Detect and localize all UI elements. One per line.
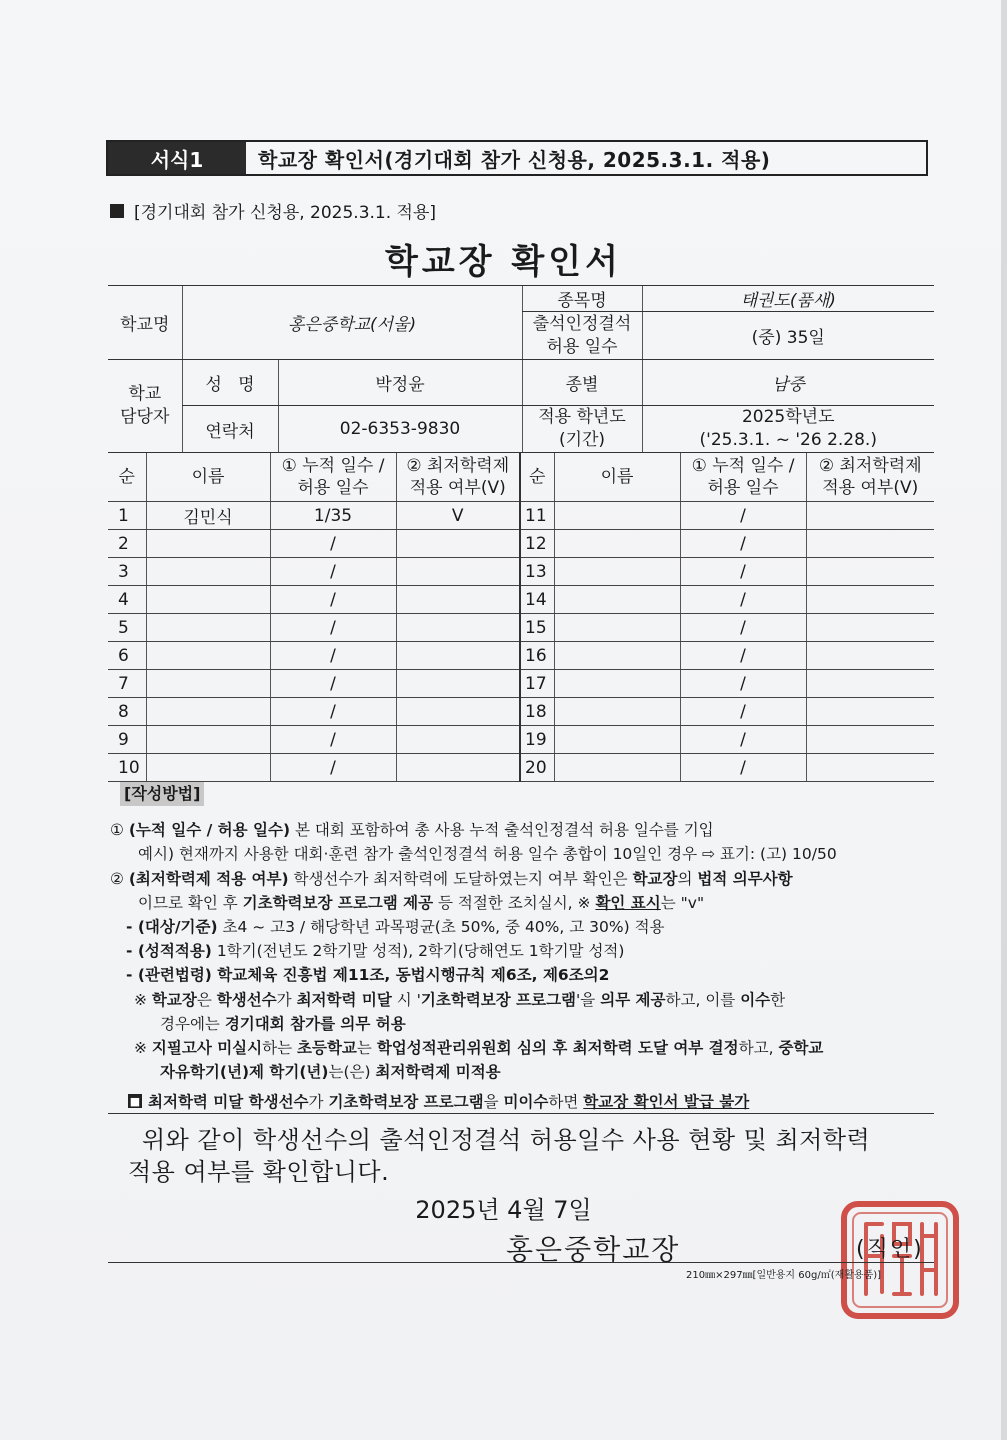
row-name xyxy=(554,726,680,754)
l3-bold: (최저학력제 적용 여부) xyxy=(128,869,289,888)
row-no: 17 xyxy=(520,670,554,698)
notice-e: 미이수 xyxy=(503,1093,549,1111)
l9-a: 경우에는 xyxy=(160,1014,225,1033)
event-value: 태권도(품새) xyxy=(642,286,934,312)
confirmation-line-1: 위와 같이 학생선수의 출석인정결석 허용일수 사용 현황 및 최저학력 xyxy=(142,1126,871,1154)
row-check xyxy=(806,530,934,558)
row-name xyxy=(146,726,270,754)
row-days: / xyxy=(680,558,806,586)
l10-e: 는 xyxy=(356,1039,377,1058)
row-no: 14 xyxy=(520,586,554,614)
row-no: 8 xyxy=(108,698,146,726)
row-no: 1 xyxy=(108,502,146,530)
l3-bold-d: 법적 의무사항 xyxy=(697,869,793,888)
row-check xyxy=(806,670,934,698)
row-no: 18 xyxy=(520,698,554,726)
table-row xyxy=(108,586,934,614)
header-days xyxy=(270,453,396,502)
row-name xyxy=(554,558,680,586)
l11-a: 자유학기(년)제 학기(년) xyxy=(160,1063,329,1082)
row-check xyxy=(396,530,520,558)
instruction-line-11 xyxy=(110,1060,940,1084)
row-no: 4 xyxy=(108,586,146,614)
l8-c: 은 xyxy=(196,990,217,1009)
l8-k: 하고, 이를 xyxy=(665,990,741,1009)
row-days: / xyxy=(680,530,806,558)
l5-bold: - (대상/기준) xyxy=(126,918,218,937)
year-value-1: 2025학년도 xyxy=(741,407,835,428)
row-no: 3 xyxy=(108,558,146,586)
row-no: 5 xyxy=(108,614,146,642)
row-name xyxy=(146,586,270,614)
row-no: 16 xyxy=(520,642,554,670)
contact-label: 연락처 xyxy=(182,406,278,453)
square-bullet-icon xyxy=(110,204,124,218)
table-row xyxy=(108,726,934,754)
table-row xyxy=(108,502,934,530)
gender-value: 남중 xyxy=(642,360,934,406)
row-days: / xyxy=(270,558,396,586)
l3-text-a: 학생선수가 최저학력에 도달하였는지 여부 확인은 xyxy=(288,869,633,888)
document-title: 학교장 확인서 xyxy=(385,242,622,282)
notice-a: 최저학력 미달 학생선수 xyxy=(148,1093,309,1111)
row-check xyxy=(806,642,934,670)
row-days: / xyxy=(680,670,806,698)
row-name xyxy=(554,642,680,670)
header-min-1: ② 최저학력제 xyxy=(406,455,510,476)
row-days: / xyxy=(270,642,396,670)
notice-box-icon: ■ xyxy=(129,1094,141,1108)
header-min-right xyxy=(806,453,934,502)
row-no: 2 xyxy=(108,530,146,558)
row-check xyxy=(806,754,934,782)
instructions xyxy=(110,782,940,1084)
confirmation-text xyxy=(128,1124,928,1188)
signer-name: 홍은중학교장 xyxy=(506,1233,681,1266)
notice-line xyxy=(128,1090,749,1112)
l7-bold: - (관련법령) 학교체육 진흥법 제11조, 동법시행규칙 제6조, 제6조의2 xyxy=(126,966,610,985)
l8-j: 의무 제공 xyxy=(600,990,666,1009)
school-name-value: 홍은중학교(서울) xyxy=(182,286,522,360)
row-no: 15 xyxy=(520,614,554,642)
notice-f: 하면 xyxy=(548,1093,584,1111)
row-check xyxy=(806,614,934,642)
l6-bold: - (성적적용) xyxy=(126,942,212,961)
row-days: / xyxy=(680,726,806,754)
row-name xyxy=(554,698,680,726)
row-days: / xyxy=(680,502,806,530)
seal-label: (직인) xyxy=(856,1237,924,1262)
allowance-label-1: 출석인정결석 xyxy=(532,313,632,334)
l8-b: 학교장 xyxy=(151,990,197,1009)
circle-num-1: ① xyxy=(110,821,124,840)
header-min-2: 적용 여부(V) xyxy=(409,478,506,498)
staff-label-1: 학교 xyxy=(128,384,162,405)
l10-d: 초등학교 xyxy=(297,1039,357,1058)
row-days: / xyxy=(680,586,806,614)
row-days: / xyxy=(680,614,806,642)
row-no: 13 xyxy=(520,558,554,586)
info-table xyxy=(108,285,934,453)
row-days: / xyxy=(680,642,806,670)
instruction-line-10 xyxy=(110,1036,940,1060)
row-days: / xyxy=(680,698,806,726)
staff-name-label: 성 명 xyxy=(182,360,278,406)
row-name xyxy=(554,754,680,782)
row-name xyxy=(146,614,270,642)
row-name xyxy=(554,586,680,614)
l8-d: 학생선수 xyxy=(216,990,277,1009)
row-name xyxy=(146,558,270,586)
allowance-label-2: 허용 일수 xyxy=(546,336,618,357)
row-no: 6 xyxy=(108,642,146,670)
l8-f: 최저학력 미달 xyxy=(296,990,392,1009)
row-no: 19 xyxy=(520,726,554,754)
row-days: / xyxy=(270,614,396,642)
row-days: / xyxy=(270,586,396,614)
table-row xyxy=(108,698,934,726)
row-days: / xyxy=(680,754,806,782)
allowance-value: (중) 35일 xyxy=(642,312,934,360)
staff-label xyxy=(108,360,182,453)
divider-1 xyxy=(108,1113,934,1114)
notice-text xyxy=(148,1090,749,1112)
subheading xyxy=(110,198,436,223)
year-value-2: ('25.3.1. ~ '26 2.28.) xyxy=(699,430,877,450)
l8-g: 시 ' xyxy=(391,990,421,1009)
l8-h: 기초학력보장 프로그램 xyxy=(420,990,577,1009)
form-tag: 서식1 xyxy=(108,142,246,174)
l8-a: ※ xyxy=(134,990,152,1009)
header-min-right-1: ② 최저학력제 xyxy=(818,455,922,476)
header-name: 이름 xyxy=(146,453,270,502)
staff-name-value: 박정윤 xyxy=(278,360,522,406)
l8-e: 가 xyxy=(276,990,297,1009)
l11-c: 최저학력제 미적용 xyxy=(375,1063,501,1082)
event-label: 종목명 xyxy=(522,286,642,312)
row-name xyxy=(554,502,680,530)
row-no: 7 xyxy=(108,670,146,698)
header-days-1: ① 누적 일수 / xyxy=(281,455,385,476)
row-days: / xyxy=(270,698,396,726)
header-min xyxy=(396,453,520,502)
l10-b: 지필고사 미실시 xyxy=(151,1039,263,1058)
l4-bold-d: 확인 표시 xyxy=(595,893,661,912)
row-days: / xyxy=(270,530,396,558)
header-no-right: 순 xyxy=(520,453,554,502)
l11-b: 는(은) xyxy=(328,1063,376,1082)
notice-g: 학교장 확인서 발급 불가 xyxy=(583,1093,750,1111)
row-no: 11 xyxy=(520,502,554,530)
row-name xyxy=(146,530,270,558)
row-name xyxy=(146,670,270,698)
contact-value: 02-6353-9830 xyxy=(278,406,522,453)
row-check xyxy=(396,698,520,726)
row-check xyxy=(396,726,520,754)
subheading-text: [경기대회 참가 신청용, 2025.3.1. 적용] xyxy=(134,203,437,223)
row-check xyxy=(806,698,934,726)
notice-b: 가 xyxy=(308,1093,329,1111)
confirmation-line-2: 적용 여부를 확인합니다. xyxy=(128,1158,390,1186)
header-name-right: 이름 xyxy=(554,453,680,502)
row-days: / xyxy=(270,670,396,698)
l1-text: 본 대회 포함하여 총 사용 누적 출석인정결석 허용 일수를 기입 xyxy=(290,821,714,840)
year-label xyxy=(522,406,642,453)
roster-table xyxy=(108,452,934,782)
header-days-2: 허용 일수 xyxy=(297,478,369,498)
instruction-line-5 xyxy=(110,915,940,939)
row-check xyxy=(806,586,934,614)
instruction-line-4 xyxy=(110,891,940,915)
l10-a: ※ xyxy=(134,1039,152,1058)
row-days: 1/35 xyxy=(270,502,396,530)
instruction-line-7 xyxy=(110,963,940,987)
row-check xyxy=(396,642,520,670)
row-name: 김민식 xyxy=(146,502,270,530)
year-label-1: 적용 학년도 xyxy=(538,407,626,428)
staff-label-2: 담당자 xyxy=(120,407,170,427)
row-no: 12 xyxy=(520,530,554,558)
l4-text-c: 등 적절한 조치실시, ※ xyxy=(433,893,596,912)
instruction-line-9 xyxy=(110,1012,940,1036)
instruction-line-6 xyxy=(110,939,940,963)
header-days-right-2: 허용 일수 xyxy=(707,478,779,498)
school-name-label: 학교명 xyxy=(108,286,182,360)
row-days: / xyxy=(270,754,396,782)
instruction-line-3 xyxy=(110,867,940,891)
header-min-right-2: 적용 여부(V) xyxy=(822,478,919,498)
instruction-line-1 xyxy=(110,818,940,842)
l8-m: 한 xyxy=(770,990,786,1009)
l10-c: 하는 xyxy=(262,1039,298,1058)
l10-f: 학업성적관리위원회 심의 후 최저학력 도달 여부 결정 xyxy=(376,1039,739,1058)
l4-text-a: 이므로 확인 후 xyxy=(138,893,243,912)
row-name xyxy=(554,670,680,698)
l8-i: '을 xyxy=(576,990,601,1009)
row-days: / xyxy=(270,726,396,754)
instruction-line-8 xyxy=(110,988,940,1012)
l8-l: 이수 xyxy=(740,990,771,1009)
row-check xyxy=(806,502,934,530)
header-days-right xyxy=(680,453,806,502)
notice-d: 을 xyxy=(483,1093,504,1111)
instructions-heading: [작성방법] xyxy=(120,782,204,806)
row-name xyxy=(554,614,680,642)
row-check xyxy=(396,558,520,586)
form-banner-title: 학교장 확인서(경기대회 참가 신청용, 2025.3.1. 적용) xyxy=(258,147,771,172)
table-row xyxy=(108,642,934,670)
l6-text: 1학기(전년도 2학기말 성적), 2학기(당해연도 1학기말 성적) xyxy=(211,942,625,961)
l4-bold-b: 기초학력보장 프로그램 제공 xyxy=(242,893,434,912)
l10-h: 중학교 xyxy=(778,1039,824,1058)
l3-bold-b: 학교장 xyxy=(632,869,678,888)
instruction-line-2: 예시) 현재까지 사용한 대회·훈련 참가 출석인정결석 허용 일수 총합이 10일인 경우 ⇨ 표기: (고) 10/50 xyxy=(138,845,837,864)
allowance-label xyxy=(522,312,642,360)
l9-b: 경기대회 참가를 의무 허용 xyxy=(224,1014,406,1033)
table-row xyxy=(108,670,934,698)
table-row xyxy=(108,754,934,782)
header-no: 순 xyxy=(108,453,146,502)
row-no: 20 xyxy=(520,754,554,782)
table-row xyxy=(108,614,934,642)
row-check xyxy=(396,614,520,642)
row-check: V xyxy=(396,502,520,530)
row-no: 9 xyxy=(108,726,146,754)
row-name xyxy=(146,698,270,726)
row-name xyxy=(554,530,680,558)
row-check xyxy=(396,754,520,782)
header-days-right-1: ① 누적 일수 / xyxy=(691,455,795,476)
gender-label: 종별 xyxy=(522,360,642,406)
paper-spec: 210㎜×297㎜[일반용지 60g/㎡(재활용품)] xyxy=(686,1270,882,1281)
form-banner xyxy=(106,140,928,176)
circle-num-2: ② xyxy=(110,869,124,888)
l4-text-e: 는 "v" xyxy=(660,893,705,912)
year-value xyxy=(642,406,934,453)
l3-text-c: 의 xyxy=(677,869,698,888)
issue-date: 2025년 4월 7일 xyxy=(415,1196,592,1224)
row-name xyxy=(146,754,270,782)
notice-c: 기초학력보장 프로그램 xyxy=(328,1093,484,1111)
row-check xyxy=(806,558,934,586)
table-row xyxy=(108,558,934,586)
row-name xyxy=(146,642,270,670)
year-label-2: (기간) xyxy=(558,430,606,450)
l1-bold: (누적 일수 / 허용 일수) xyxy=(128,821,291,840)
divider-2 xyxy=(108,1262,934,1263)
row-check xyxy=(806,726,934,754)
l5-text: 초4 ~ 고3 / 해당학년 과목평균(초 50%, 중 40%, 고 30%) 적용 xyxy=(217,918,665,937)
row-no: 10 xyxy=(108,754,146,782)
row-check xyxy=(396,670,520,698)
roster-header-row xyxy=(108,453,934,502)
l10-g: 하고, xyxy=(738,1039,779,1058)
row-check xyxy=(396,586,520,614)
table-row xyxy=(108,530,934,558)
